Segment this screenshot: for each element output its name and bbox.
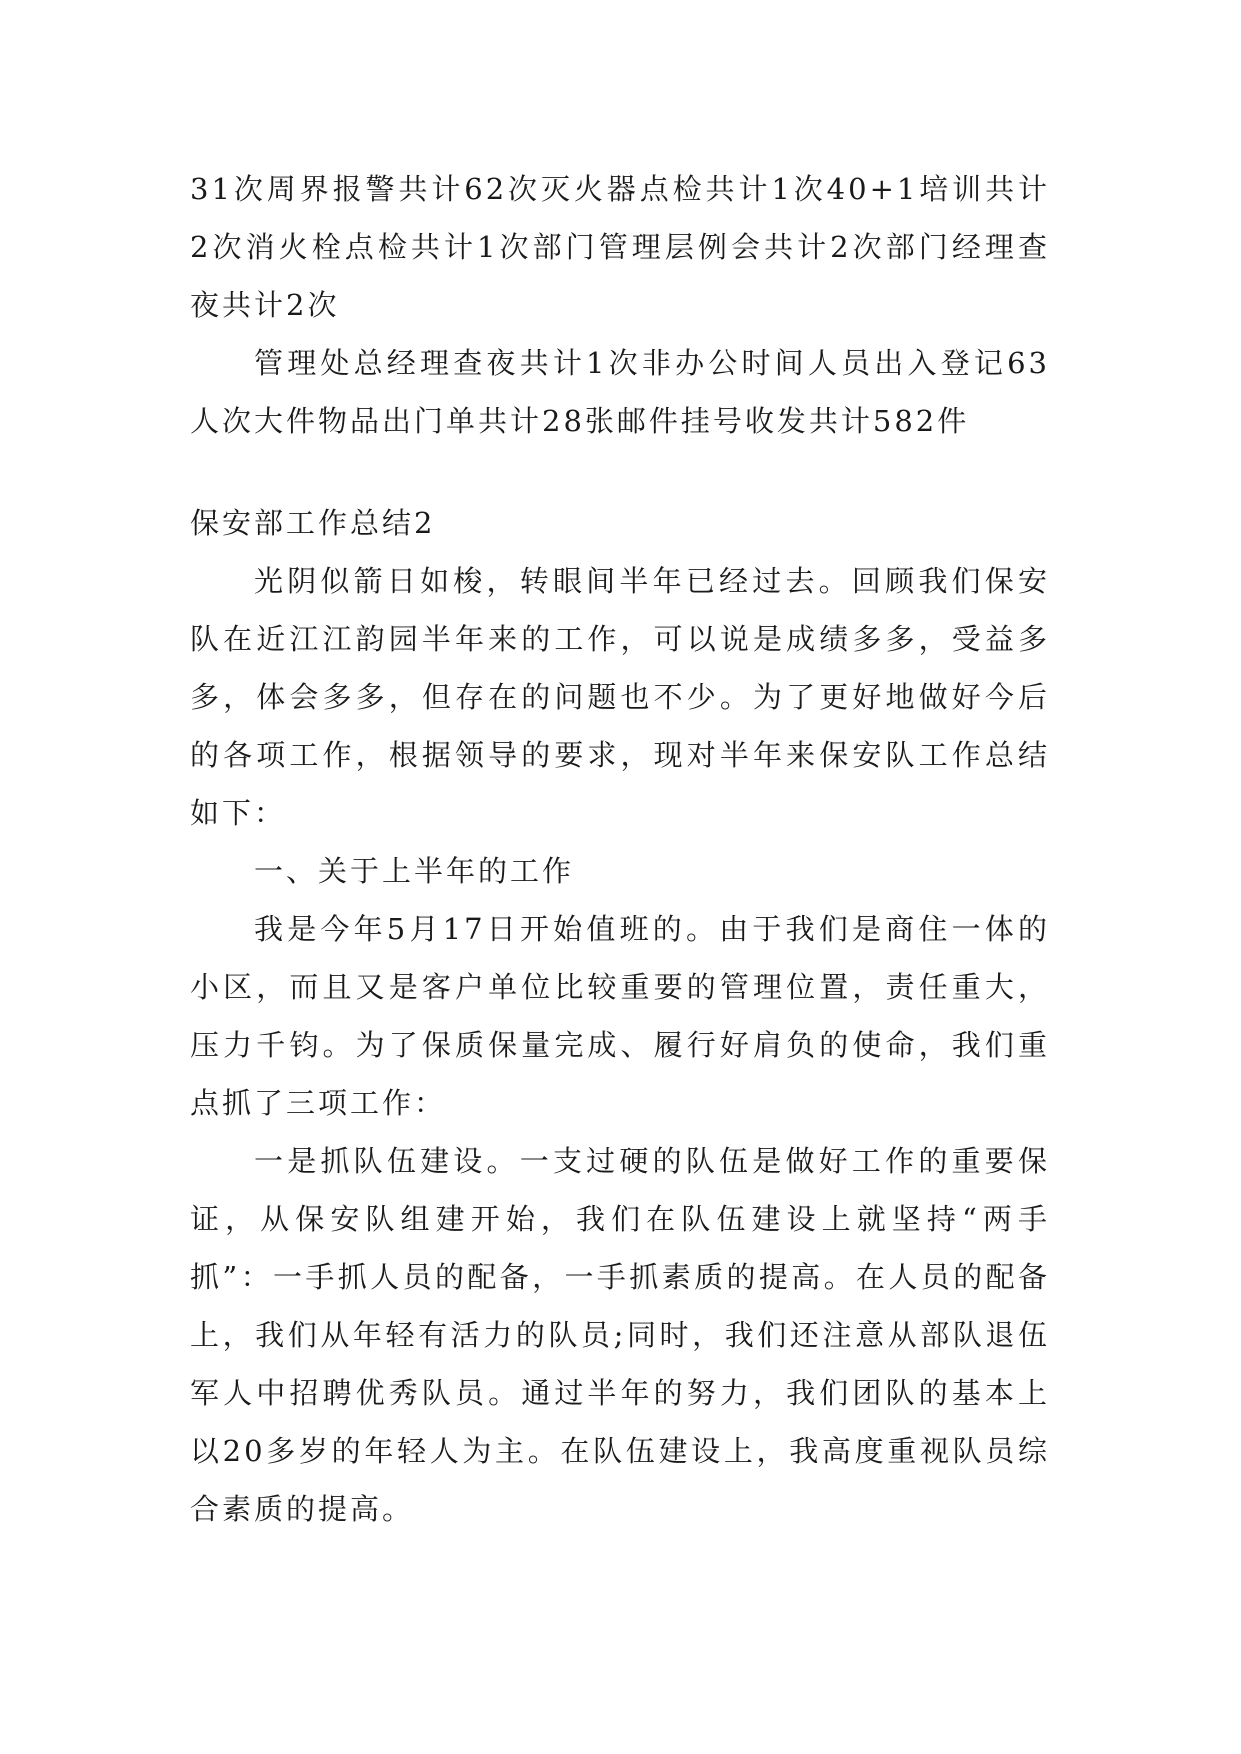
subheading-first-half-work: 一、关于上半年的工作	[254, 854, 575, 888]
paragraph-stats-1: 31次周界报警共计62次灭火器点检共计1次40+1培训共计2次消火栓点检共计1次部门管理层例会共计2次部门经理查夜共计2次	[190, 172, 1050, 322]
document-body	[190, 160, 1050, 1538]
paragraph-team-building: 一是抓队伍建设。一支过硬的队伍是做好工作的重要保证，从保安队组建开始，我们在队伍建设上就坚持“两手抓”：一手抓人员的配备，一手抓素质的提高。在人员的配备上，我们从年轻有活力的队员;同时，我们还注意从部队退伍军人中招聘优秀队员。通过半年的努力，我们团队的基本上以20多岁的年轻人为主。在队伍建设上，我高度重视队员综合素质的提高。	[190, 1144, 1050, 1526]
section-title: 保安部工作总结2	[190, 506, 436, 540]
paragraph-stats-2: 管理处总经理查夜共计1次非办公时间人员出入登记63人次大件物品出门单共计28张邮件挂号收发共计582件	[190, 346, 1050, 438]
section-gap	[190, 450, 1050, 494]
paragraph-intro: 光阴似箭日如梭，转眼间半年已经过去。回顾我们保安队在近江江韵园半年来的工作，可以说是成绩多多，受益多多，体会多多，但存在的问题也不少。为了更好地做好今后的各项工作，根据领导的要求，现对半年来保安队工作总结如下：	[190, 564, 1050, 830]
paragraph-start-duty: 我是今年5月17日开始值班的。由于我们是商住一体的小区，而且又是客户单位比较重要的管理位置，责任重大，压力千钧。为了保质保量完成、履行好肩负的使命，我们重点抓了三项工作：	[190, 912, 1050, 1120]
